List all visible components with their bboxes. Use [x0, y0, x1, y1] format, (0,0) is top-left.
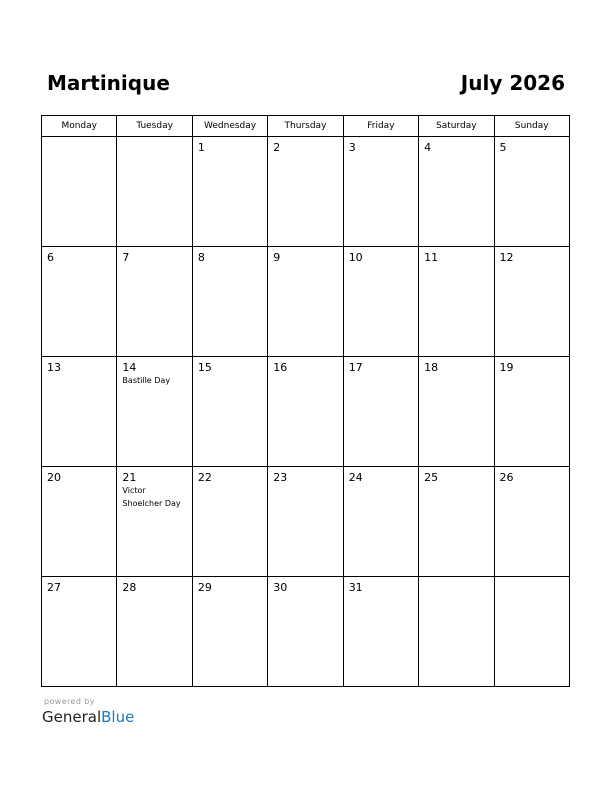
weekday-header: Wednesday — [192, 116, 267, 137]
day-cell — [268, 137, 343, 247]
weekday-header: Friday — [343, 116, 418, 137]
day-number: 23 — [273, 471, 288, 484]
day-cell — [494, 137, 569, 247]
day-number: 13 — [47, 361, 61, 374]
day-cell — [494, 357, 569, 467]
day-number: 21 — [122, 471, 137, 484]
day-number: 8 — [197, 251, 205, 264]
day-cell — [42, 137, 117, 247]
day-number: 6 — [47, 251, 54, 264]
day-cell — [419, 247, 494, 357]
day-number: 16 — [273, 361, 288, 374]
day-number: 19 — [499, 361, 514, 374]
powered-by-label: powered by — [44, 697, 95, 706]
day-number: 2 — [273, 141, 281, 154]
day-number: 10 — [348, 251, 363, 264]
day-number: 29 — [197, 581, 212, 594]
day-cell — [419, 467, 494, 577]
day-number: 4 — [424, 141, 432, 154]
logo-blue-text: Blue — [101, 708, 135, 726]
holiday-label: Bastille Day — [122, 376, 171, 385]
country-title: Martinique — [47, 71, 170, 95]
month-title: July 2026 — [460, 71, 565, 95]
day-cell — [268, 357, 343, 467]
day-cell — [419, 357, 494, 467]
day-cell — [192, 577, 267, 687]
day-number: 15 — [197, 361, 212, 374]
day-cell — [42, 467, 117, 577]
day-cell — [42, 577, 117, 687]
weekday-header: Monday — [42, 116, 117, 137]
day-cell — [494, 247, 569, 357]
generalblue-logo — [42, 707, 134, 727]
day-cell — [192, 357, 267, 467]
day-cell — [343, 467, 418, 577]
day-cell — [343, 577, 418, 687]
weekday-header: Sunday — [494, 116, 569, 137]
day-cell — [494, 467, 569, 577]
day-cell — [268, 577, 343, 687]
day-cell — [268, 247, 343, 357]
day-cell — [117, 137, 192, 247]
day-number: 28 — [122, 581, 137, 594]
week-row — [42, 247, 570, 357]
day-number: 3 — [348, 141, 356, 154]
day-number: 18 — [424, 361, 439, 374]
week-row — [42, 357, 570, 467]
day-cell — [117, 247, 192, 357]
day-cell — [42, 247, 117, 357]
weekday-header-row — [42, 116, 570, 137]
weekday-header: Thursday — [268, 116, 343, 137]
weekday-header: Tuesday — [117, 116, 192, 137]
week-row — [42, 467, 570, 577]
day-cell — [192, 137, 267, 247]
day-cell — [494, 577, 569, 687]
calendar-body — [42, 137, 570, 687]
day-cell — [343, 247, 418, 357]
day-number: 5 — [499, 141, 507, 154]
day-cell — [419, 577, 494, 687]
day-cell — [419, 137, 494, 247]
day-cell — [117, 357, 192, 467]
day-cell — [343, 137, 418, 247]
logo-general-text: General — [42, 708, 102, 726]
holiday-label: Victor Shoelcher Day — [122, 486, 181, 508]
day-cell — [117, 577, 192, 687]
calendar-grid — [41, 115, 570, 687]
day-number: 12 — [499, 251, 514, 264]
week-row — [42, 137, 570, 247]
day-cell — [192, 467, 267, 577]
day-number: 11 — [424, 251, 439, 264]
day-number: 1 — [197, 141, 205, 154]
day-cell — [343, 357, 418, 467]
week-row — [42, 577, 570, 687]
day-cell — [42, 357, 117, 467]
day-number: 30 — [273, 581, 288, 594]
weekday-header: Saturday — [419, 116, 494, 137]
day-cell — [117, 467, 192, 577]
day-number: 7 — [122, 251, 130, 264]
day-number: 26 — [499, 471, 514, 484]
day-number: 22 — [197, 471, 212, 484]
day-cell — [192, 247, 267, 357]
day-number: 25 — [424, 471, 439, 484]
day-number: 24 — [348, 471, 363, 484]
day-number: 9 — [273, 251, 281, 264]
day-number: 31 — [348, 581, 363, 594]
day-cell — [268, 467, 343, 577]
day-number: 20 — [47, 471, 61, 484]
day-number: 17 — [348, 361, 363, 374]
day-number: 27 — [47, 581, 61, 594]
day-number: 14 — [122, 361, 137, 374]
